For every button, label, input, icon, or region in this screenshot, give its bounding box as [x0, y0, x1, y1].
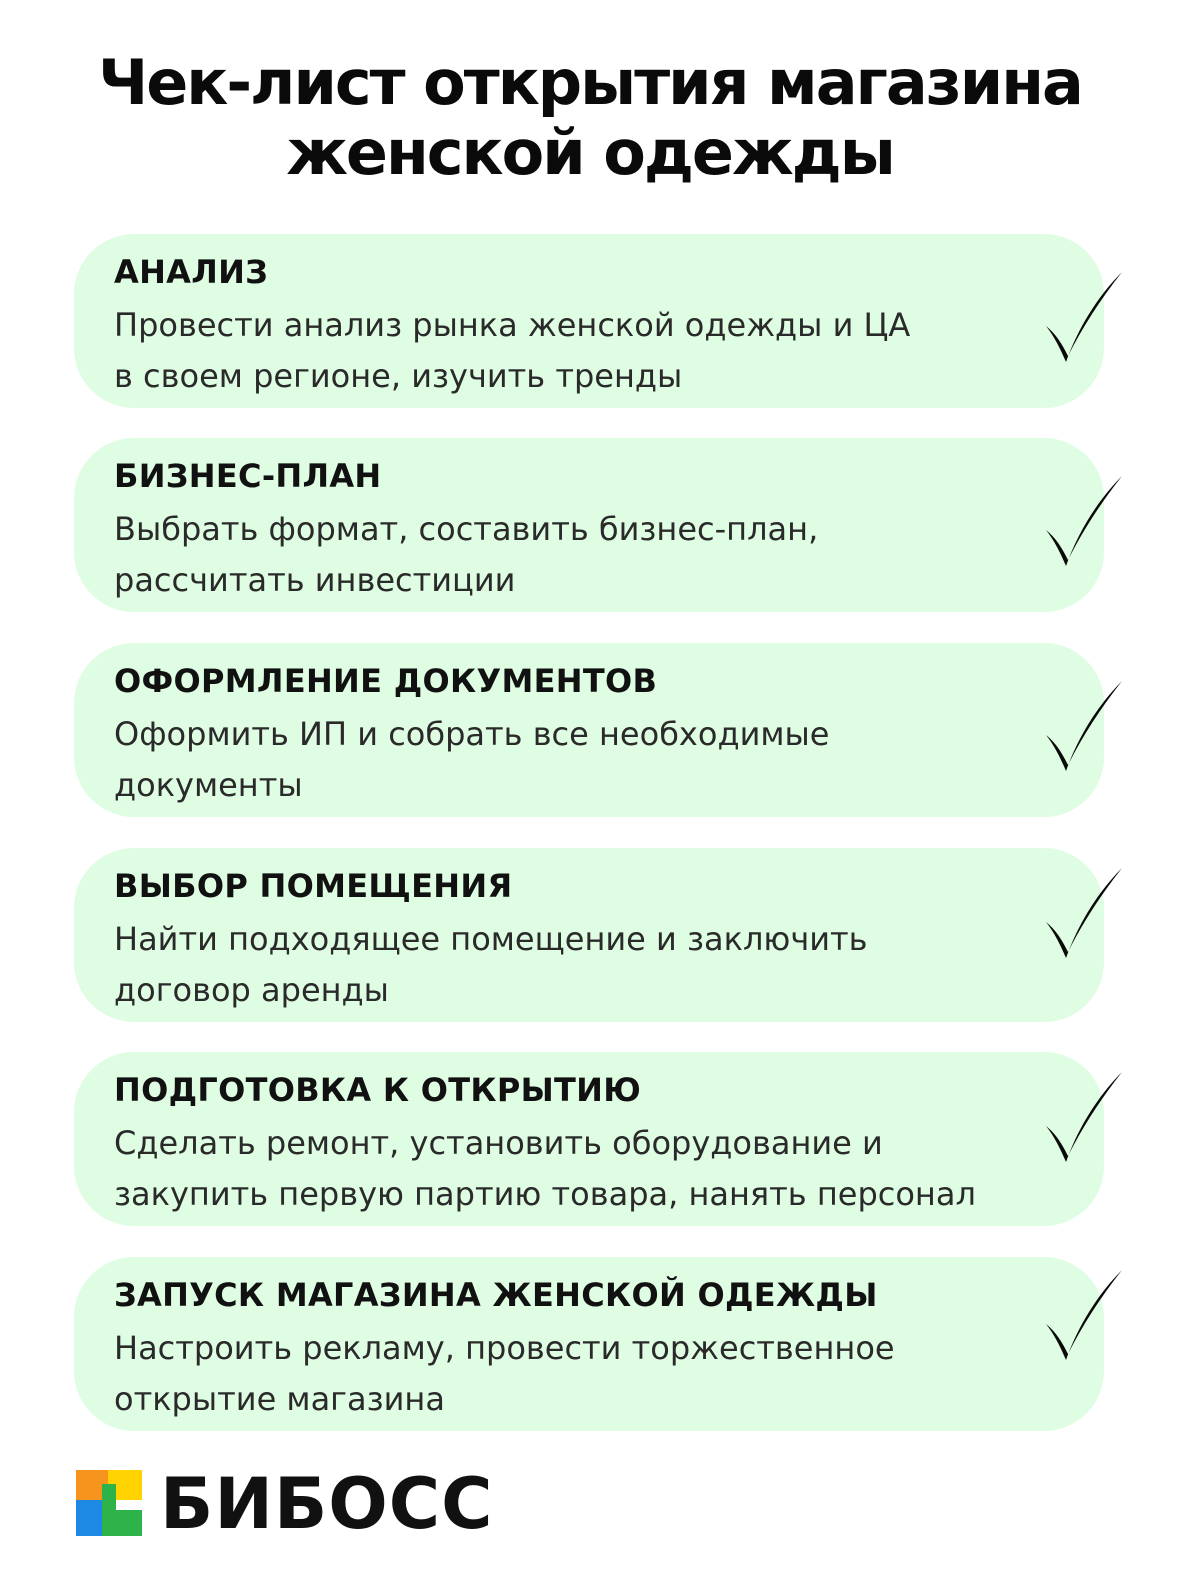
- checklist-item-description-line: в своем регионе, изучить тренды: [114, 357, 683, 395]
- checklist-item-description-line: Настроить рекламу, провести торжественное: [114, 1329, 895, 1367]
- checklist-item-description-line: открытие магазина: [114, 1380, 445, 1418]
- checklist-item-premises: [74, 848, 1104, 1022]
- checkmark-icon: [1036, 1264, 1128, 1372]
- checkmark-icon: [1036, 675, 1128, 783]
- bibos-logo-icon: [76, 1470, 142, 1536]
- checklist-item-heading: АНАЛИЗ: [114, 253, 269, 291]
- checklist-item-description: [114, 504, 818, 606]
- checklist-item-business-plan: [74, 438, 1104, 612]
- checklist-item-heading: ПОДГОТОВКА К ОТКРЫТИЮ: [114, 1071, 642, 1109]
- checkmark-icon: [1036, 470, 1128, 578]
- checklist-item-launch: [74, 1257, 1104, 1431]
- checklist-item-heading: ВЫБОР ПОМЕЩЕНИЯ: [114, 867, 513, 905]
- checklist-item-description-line: документы: [114, 766, 303, 804]
- checklist-item-description-line: Выбрать формат, составить бизнес-план,: [114, 510, 819, 548]
- checkmark-icon: [1036, 862, 1128, 970]
- checklist-item-heading: БИЗНЕС-ПЛАН: [114, 457, 382, 495]
- checklist-item-documents: [74, 643, 1104, 817]
- page-title-line-1: Чек-лист открытия магазина: [98, 46, 1082, 119]
- logo-green-bar: [102, 1484, 116, 1536]
- checklist-item-description: [114, 1118, 976, 1220]
- checklist-item-heading: ЗАПУСК МАГАЗИНА ЖЕНСКОЙ ОДЕЖДЫ: [114, 1276, 878, 1314]
- logo-blue-square: [76, 1500, 102, 1536]
- checklist-item-description-line: Найти подходящее помещение и заключить: [114, 920, 868, 958]
- checklist-item-description-line: Оформить ИП и собрать все необходимые: [114, 715, 830, 753]
- checklist-item-preparation: [74, 1052, 1104, 1226]
- checklist-item-description: [114, 914, 868, 1016]
- checkmark-icon: [1036, 266, 1128, 374]
- checklist-item-description-line: договор аренды: [114, 971, 389, 1009]
- checklist-item-description-line: закупить первую партию товара, нанять персонал: [114, 1175, 976, 1213]
- page-title-line-2: женской одежды: [286, 116, 894, 189]
- checklist-item-description: [114, 709, 829, 811]
- checklist-item-description-line: рассчитать инвестиции: [114, 561, 516, 599]
- checklist-item-heading: ОФОРМЛЕНИЕ ДОКУМЕНТОВ: [114, 662, 658, 700]
- logo-green-square: [116, 1510, 142, 1536]
- checklist-item-description-line: Провести анализ рынка женской одежды и ЦА: [114, 306, 911, 344]
- page-title: [0, 48, 1180, 188]
- checklist-item-description: [114, 1323, 895, 1425]
- checkmark-icon: [1036, 1066, 1128, 1174]
- checklist-item-description: [114, 300, 910, 402]
- brand-name: БИБОСС: [160, 1463, 494, 1545]
- checklist-item-analysis: [74, 234, 1104, 408]
- checklist-item-description-line: Сделать ремонт, установить оборудование и: [114, 1124, 883, 1162]
